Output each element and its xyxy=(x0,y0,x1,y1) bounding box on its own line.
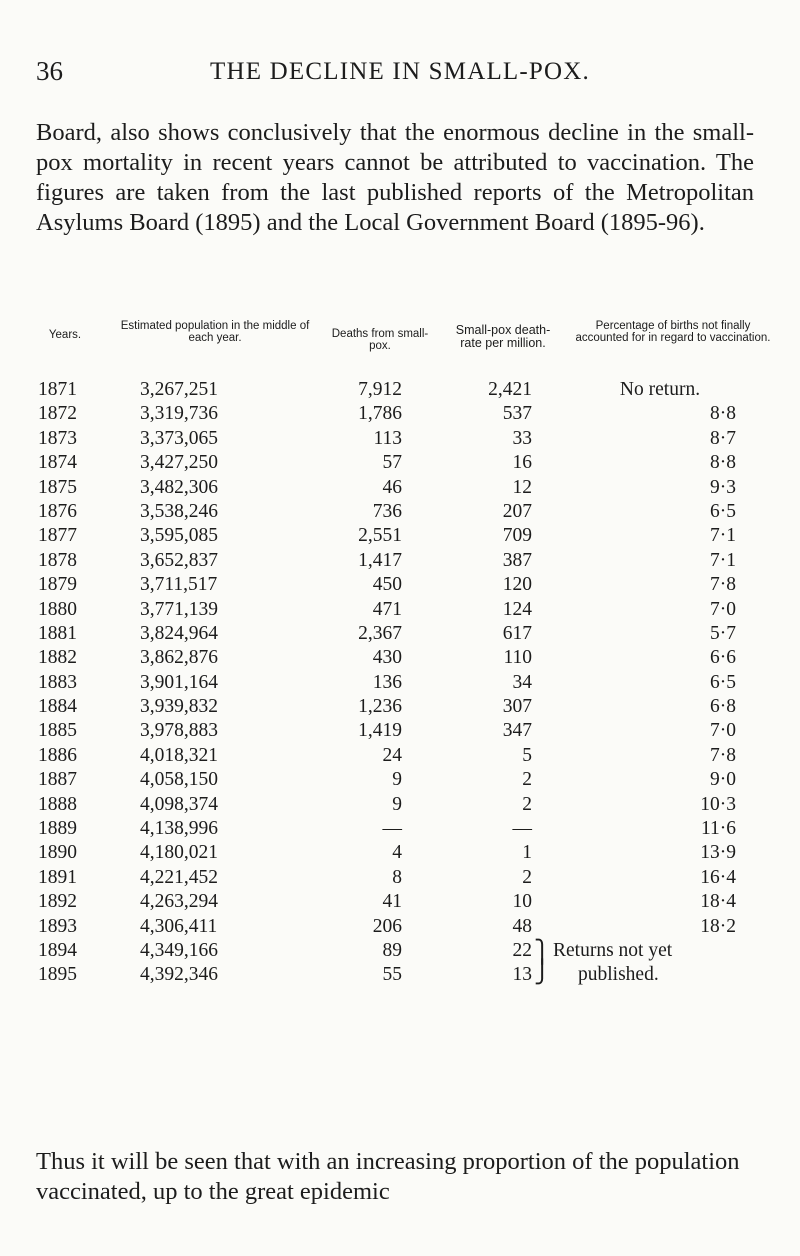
cell-population: 3,862,876 xyxy=(140,647,218,669)
cell-death-rate: 537 xyxy=(502,403,532,425)
cell-deaths: 55 xyxy=(382,964,402,986)
cell-percentage: 13·9 xyxy=(700,842,736,864)
cell-deaths: 1,417 xyxy=(358,549,402,571)
cell-population: 4,221,452 xyxy=(140,866,218,888)
cell-population: 4,306,411 xyxy=(140,915,218,937)
cell-death-rate: 2,421 xyxy=(488,379,532,400)
cell-year: 1876 xyxy=(38,500,77,522)
cell-death-rate: 22 xyxy=(512,939,532,961)
cell-death-rate: 34 xyxy=(512,671,532,693)
table-row xyxy=(0,476,800,500)
table-row xyxy=(0,817,800,841)
cell-year: 1895 xyxy=(38,964,77,986)
cell-deaths: 136 xyxy=(372,671,402,693)
cell-percentage: 10·3 xyxy=(700,793,736,815)
cell-death-rate: 207 xyxy=(502,500,532,522)
cell-year: 1888 xyxy=(38,793,77,815)
column-header-death-rate: Small-pox death-rate per million. xyxy=(455,323,551,350)
table-row xyxy=(0,378,800,402)
cell-percentage: 8·8 xyxy=(710,452,736,474)
cell-deaths: 471 xyxy=(372,598,402,620)
cell-population: 4,263,294 xyxy=(140,891,218,913)
cell-year: 1882 xyxy=(38,647,77,669)
cell-year: 1871 xyxy=(38,379,77,400)
cell-population: 3,373,065 xyxy=(140,427,218,449)
table-row xyxy=(0,451,800,475)
cell-deaths: 736 xyxy=(372,500,402,522)
table-row xyxy=(0,524,800,548)
cell-year: 1875 xyxy=(38,476,77,498)
cell-population: 3,427,250 xyxy=(140,452,218,474)
cell-death-rate: 347 xyxy=(502,720,532,742)
returns-note-line2: published. xyxy=(578,964,659,986)
cell-death-rate: 124 xyxy=(502,598,532,620)
cell-year: 1883 xyxy=(38,671,77,693)
table-row xyxy=(0,915,800,939)
cell-percentage: 8·7 xyxy=(710,427,736,449)
cell-population: 3,267,251 xyxy=(140,379,218,400)
cell-population: 3,939,832 xyxy=(140,696,218,718)
table-row xyxy=(0,671,800,695)
cell-percentage: 6·5 xyxy=(710,500,736,522)
cell-percentage: 6·5 xyxy=(710,671,736,693)
cell-population: 3,538,246 xyxy=(140,500,218,522)
cell-percentage: 7·1 xyxy=(710,549,736,571)
table-row xyxy=(0,866,800,890)
cell-death-rate: 16 xyxy=(512,452,532,474)
cell-population: 4,098,374 xyxy=(140,793,218,815)
cell-deaths: 46 xyxy=(382,476,402,498)
cell-deaths: 89 xyxy=(382,939,402,961)
cell-deaths: 206 xyxy=(372,915,402,937)
cell-year: 1873 xyxy=(38,427,77,449)
cell-death-rate: 33 xyxy=(512,427,532,449)
cell-year: 1874 xyxy=(38,452,77,474)
cell-percentage: 7·8 xyxy=(710,744,736,766)
cell-year: 1887 xyxy=(38,769,77,791)
cell-percentage: 16·4 xyxy=(700,866,736,888)
column-header-years: Years. xyxy=(48,329,82,341)
cell-year: 1885 xyxy=(38,720,77,742)
cell-deaths: 24 xyxy=(382,744,402,766)
cell-death-rate: 12 xyxy=(512,476,532,498)
cell-year: 1877 xyxy=(38,525,77,547)
cell-percentage: 7·1 xyxy=(710,525,736,547)
cell-population: 3,595,085 xyxy=(140,525,218,547)
cell-percentage: 18·2 xyxy=(700,915,736,937)
cell-year: 1890 xyxy=(38,842,77,864)
cell-death-rate: 48 xyxy=(512,915,532,937)
cell-deaths: 1,236 xyxy=(358,696,402,718)
cell-percentage: 9·3 xyxy=(710,476,736,498)
cell-population: 4,349,166 xyxy=(140,939,218,961)
smallpox-table xyxy=(0,378,800,988)
cell-deaths: 7,912 xyxy=(358,379,402,400)
cell-percentage: 6·6 xyxy=(710,647,736,669)
cell-deaths: 2,551 xyxy=(358,525,402,547)
cell-year: 1892 xyxy=(38,891,77,913)
cell-year: 1889 xyxy=(38,818,77,840)
cell-percentage: 5·7 xyxy=(710,622,736,644)
table-row xyxy=(0,841,800,865)
table-row xyxy=(0,500,800,524)
cell-population: 4,138,996 xyxy=(140,818,218,840)
cell-death-rate: 2 xyxy=(522,769,532,791)
cell-death-rate: 2 xyxy=(522,793,532,815)
cell-deaths: 2,367 xyxy=(358,622,402,644)
table-row xyxy=(0,768,800,792)
table-row xyxy=(0,695,800,719)
cell-population: 3,652,837 xyxy=(140,549,218,571)
column-header-deaths: Deaths from small-pox. xyxy=(331,328,429,352)
column-header-percentage: Percentage of births not finally accounted for in regard to vaccination. xyxy=(575,320,771,344)
table-row xyxy=(0,646,800,670)
table-row xyxy=(0,598,800,622)
cell-population: 3,824,964 xyxy=(140,622,218,644)
cell-death-rate: 1 xyxy=(522,842,532,864)
table-row xyxy=(0,890,800,914)
table-row xyxy=(0,573,800,597)
brace-bottom: ⎭ xyxy=(534,959,551,985)
cell-death-rate: 307 xyxy=(502,696,532,718)
page-header xyxy=(0,56,800,90)
running-title: THE DECLINE IN SMALL-POX. xyxy=(210,58,590,85)
cell-year: 1878 xyxy=(38,549,77,571)
table-row xyxy=(0,427,800,451)
cell-year: 1881 xyxy=(38,622,77,644)
cell-deaths: — xyxy=(382,818,402,840)
cell-population: 3,978,883 xyxy=(140,720,218,742)
cell-year: 1894 xyxy=(38,939,77,961)
cell-year: 1893 xyxy=(38,915,77,937)
cell-percentage: 9·0 xyxy=(710,769,736,791)
cell-population: 4,018,321 xyxy=(140,744,218,766)
cell-deaths: 1,786 xyxy=(358,403,402,425)
cell-population: 4,180,021 xyxy=(140,842,218,864)
table-row xyxy=(0,622,800,646)
table-row xyxy=(0,719,800,743)
column-header-population: Estimated population in the middle of each year. xyxy=(120,320,310,344)
brace-top: ⎫ xyxy=(534,938,551,964)
table-row xyxy=(0,939,800,963)
cell-percentage: 6·8 xyxy=(710,696,736,718)
cell-year: 1891 xyxy=(38,866,77,888)
cell-deaths: 113 xyxy=(373,427,402,449)
cell-deaths: 57 xyxy=(382,452,402,474)
table-row xyxy=(0,549,800,573)
cell-year: 1880 xyxy=(38,598,77,620)
cell-percentage: 7·8 xyxy=(710,574,736,596)
cell-population: 3,482,306 xyxy=(140,476,218,498)
table-row xyxy=(0,402,800,426)
table-row xyxy=(0,959,800,987)
cell-population: 4,392,346 xyxy=(140,964,218,986)
cell-deaths: 1,419 xyxy=(358,720,402,742)
cell-percentage: 8·8 xyxy=(710,403,736,425)
cell-death-rate: 10 xyxy=(512,891,532,913)
cell-death-rate: 2 xyxy=(522,866,532,888)
cell-deaths: 4 xyxy=(392,842,402,864)
cell-deaths: 9 xyxy=(392,793,402,815)
cell-death-rate: 5 xyxy=(522,744,532,766)
cell-percentage: 18·4 xyxy=(700,891,736,913)
intro-paragraph: Board, also shows conclusively that the enormous decline in the small-pox mortality in recent years cannot be attributed to vaccination. The figures are taken from the last published reports of the Metropolitan Asylums Board (1895) and the Local Government Board (1895-96). xyxy=(36,119,754,236)
table-row xyxy=(0,744,800,768)
cell-population: 3,711,517 xyxy=(140,574,218,596)
cell-year: 1872 xyxy=(38,403,77,425)
cell-death-rate: 13 xyxy=(512,964,532,986)
cell-deaths: 9 xyxy=(392,769,402,791)
cell-death-rate: 120 xyxy=(502,574,532,596)
cell-deaths: 430 xyxy=(372,647,402,669)
cell-death-rate: — xyxy=(512,818,532,840)
cell-death-rate: 709 xyxy=(502,525,532,547)
cell-death-rate: 110 xyxy=(503,647,532,669)
cell-deaths: 450 xyxy=(372,574,402,596)
cell-population: 3,319,736 xyxy=(140,403,218,425)
cell-percentage: No return. xyxy=(619,379,701,400)
cell-percentage: 7·0 xyxy=(710,598,736,620)
cell-population: 3,901,164 xyxy=(140,671,218,693)
cell-death-rate: 387 xyxy=(502,549,532,571)
cell-year: 1886 xyxy=(38,744,77,766)
cell-population: 3,771,139 xyxy=(140,598,218,620)
table-column-headers xyxy=(0,320,800,380)
cell-population: 4,058,150 xyxy=(140,769,218,791)
page-number: 36 xyxy=(36,56,63,86)
table-row xyxy=(0,793,800,817)
cell-year: 1879 xyxy=(38,574,77,596)
cell-year: 1884 xyxy=(38,696,77,718)
cell-percentage: 11·6 xyxy=(700,818,736,840)
closing-paragraph: Thus it will be seen that with an increasing proportion of the population vaccinated, up to the great epidemic xyxy=(36,1148,740,1205)
cell-deaths: 41 xyxy=(382,891,402,913)
cell-death-rate: 617 xyxy=(502,622,532,644)
returns-note-line1: Returns not yet xyxy=(553,939,673,961)
cell-deaths: 8 xyxy=(392,866,402,888)
cell-percentage: 7·0 xyxy=(710,720,736,742)
